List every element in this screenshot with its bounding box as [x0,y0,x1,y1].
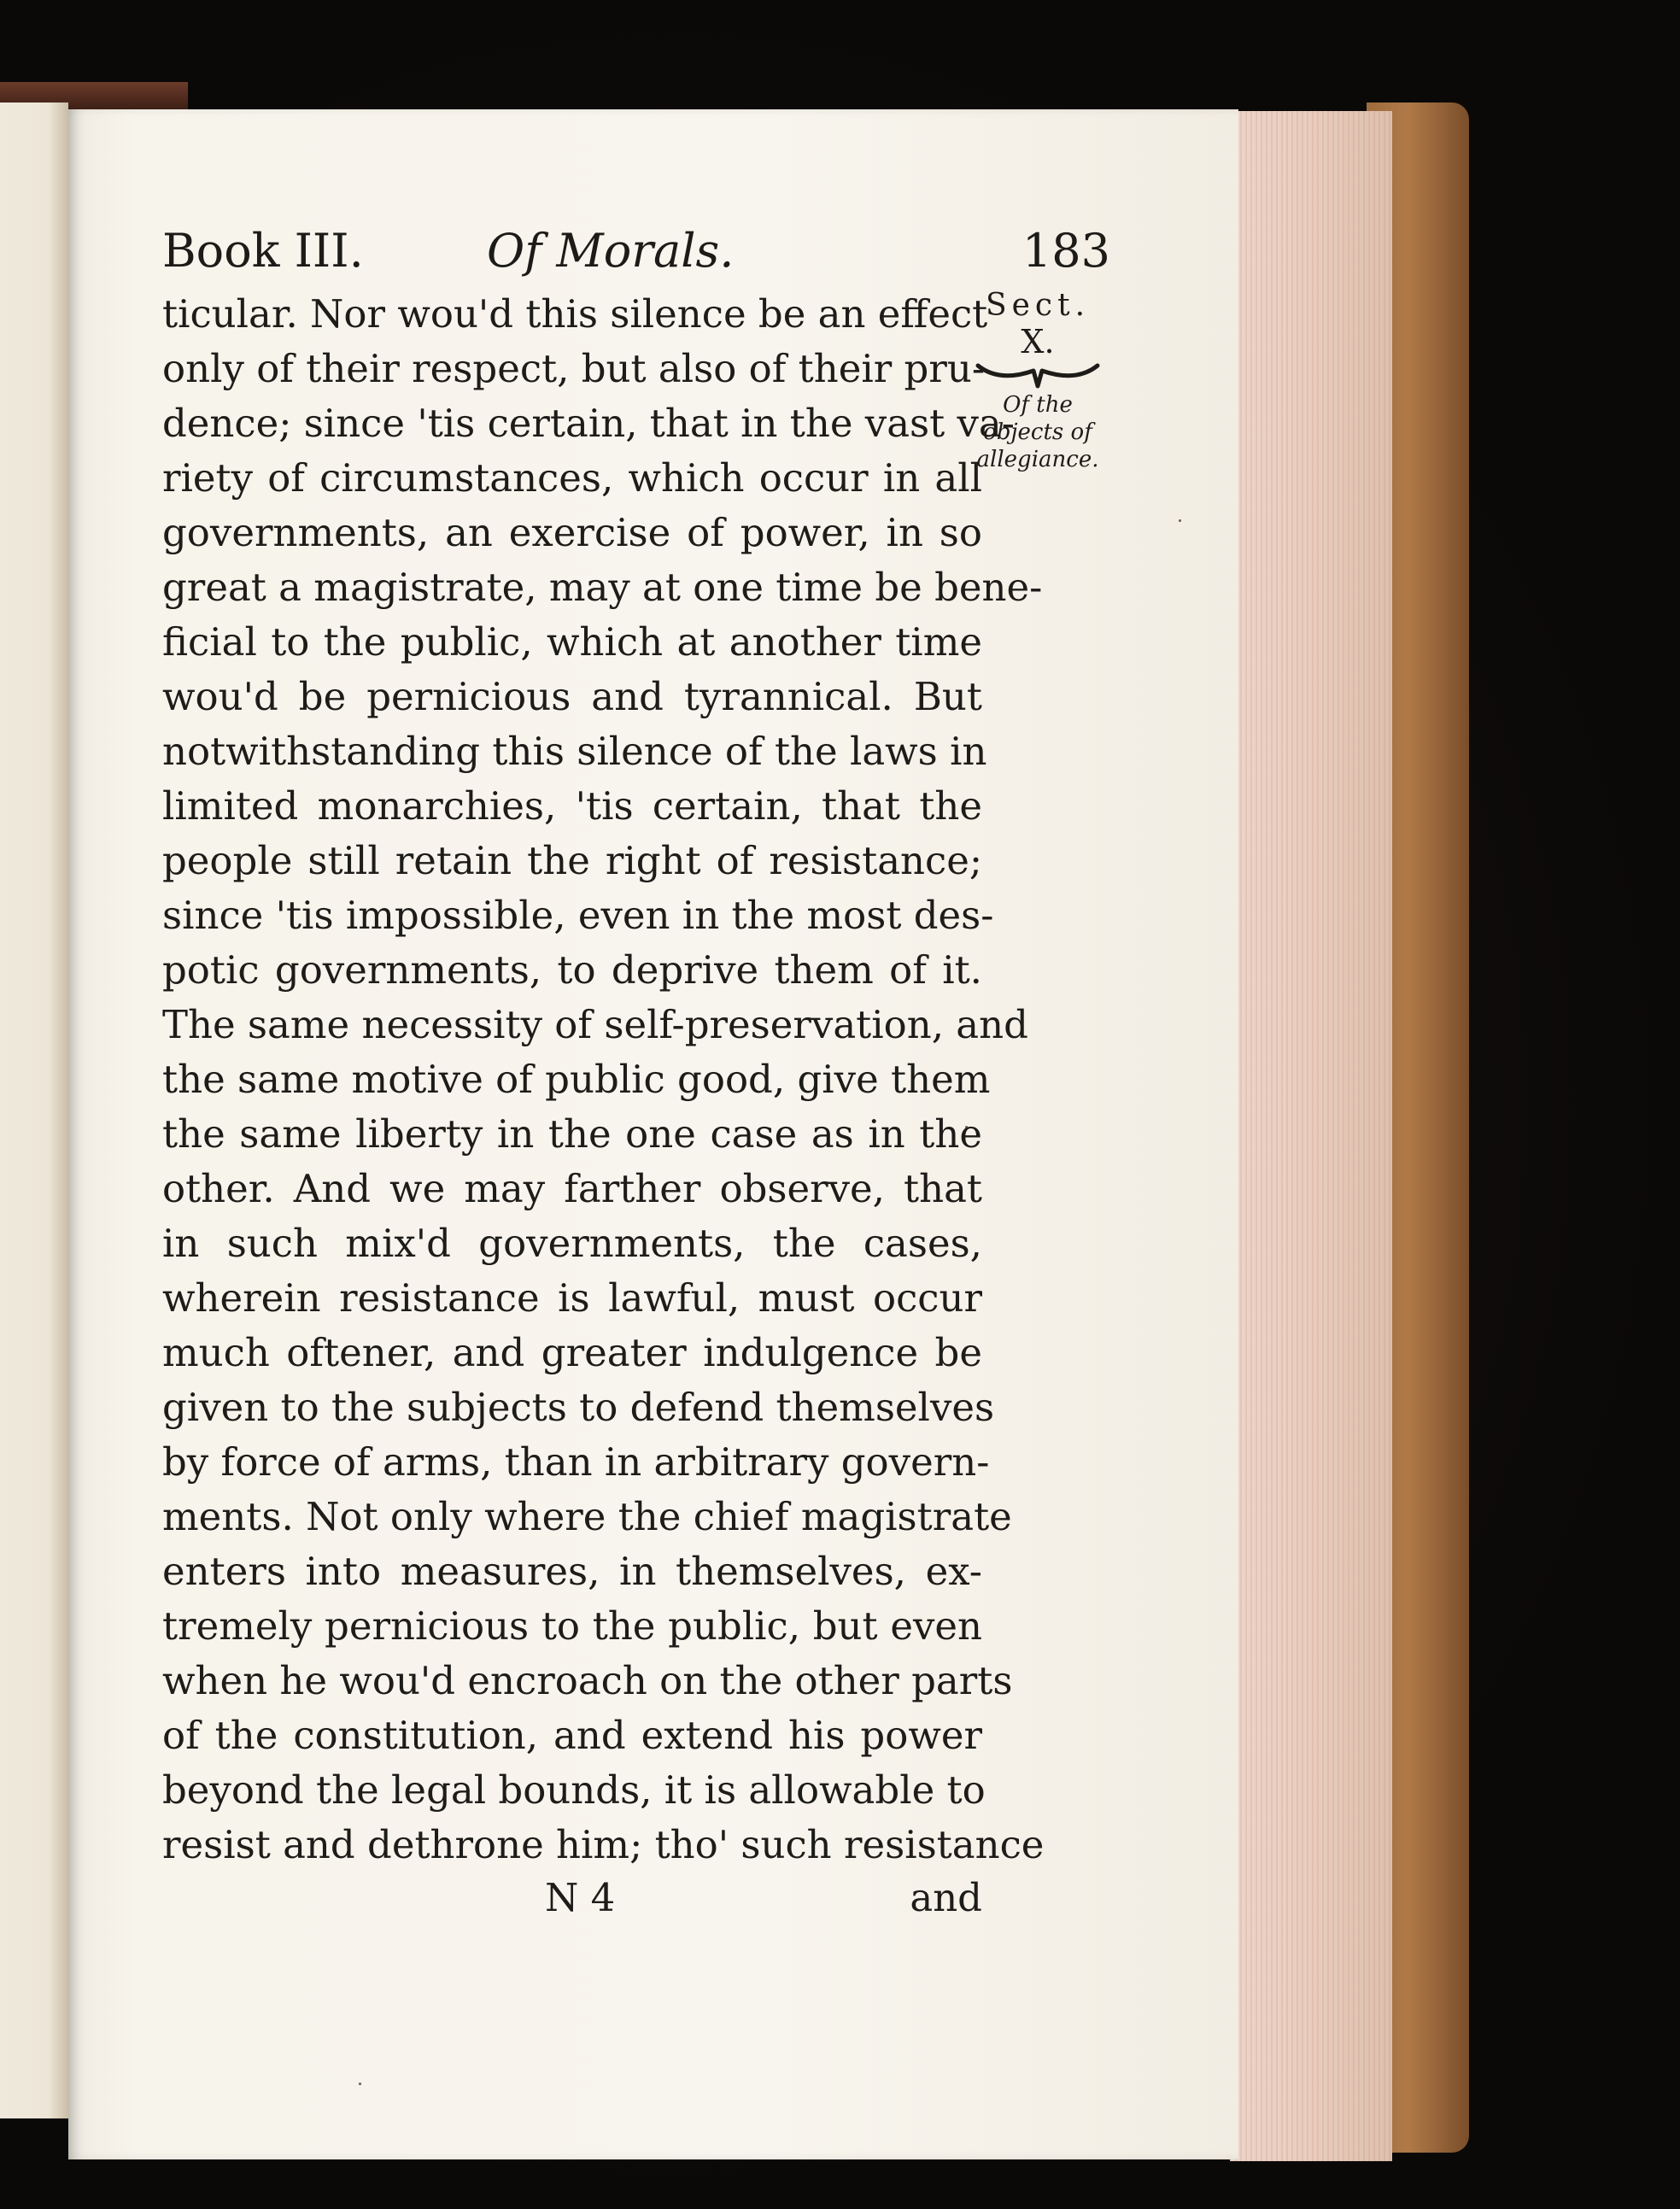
text-line: governments, an exercise of power, in so [162,510,982,555]
text-line: wou'd be pernicious and tyrannical. But [162,674,982,719]
text-line: of the constitution, and extend his power [162,1713,982,1758]
left-page-sliver [0,103,68,2118]
catchword: and [910,1875,982,1920]
text-line: resist and dethrone him; tho' such resistance [162,1822,1045,1867]
margin-topic-line: objects of [983,419,1092,445]
text-line: since 'tis impossible, even in the most des- [162,893,994,938]
text-line: limited monarchies, 'tis certain, that the [162,783,982,829]
text-line: wherein resistance is lawful, must occur [162,1275,982,1321]
text-line: riety of circumstances, which occur in all [162,455,982,501]
text-line: ficial to the public, which at another time [162,619,982,665]
section-label: Sect. [985,288,1091,323]
text-line: when he wou'd encroach on the other parts [162,1658,1013,1703]
paper-speck [359,2083,361,2085]
running-head [162,224,1110,292]
text-line: ments. Not only where the chief magistrate [162,1494,1012,1539]
text-line: great a magistrate, may at one time be bene- [162,565,1043,610]
paper-speck [1179,519,1181,522]
page-number: 183 [1021,224,1110,278]
text-line: enters into measures, in themselves, ex- [162,1549,982,1594]
text-line: the same motive of public good, give them [162,1057,991,1102]
text-line: other. And we may farther observe, that [162,1166,982,1211]
text-line: given to the subjects to defend themselves [162,1385,995,1430]
text-line: The same necessity of self-preservation, and [162,1002,1028,1047]
text-line: tremely pernicious to the public, but even [162,1603,982,1649]
running-title: Of Morals. [487,224,735,278]
text-line: much oftener, and greater indulgence be [162,1330,982,1375]
text-line: only of their respect, but also of their pru- [162,346,986,391]
text-line: potic governments, to deprive them of it. [162,947,982,993]
section-number: X. [1021,323,1055,360]
margin-topic-line: allegiance. [976,447,1099,472]
text-line: people still retain the right of resistance; [162,838,982,883]
text-line: by force of arms, than in arbitrary govern- [162,1439,990,1485]
book-number: Book III. [162,224,364,278]
page-footer [162,1871,982,1925]
text-line: in such mix'd governments, the cases, [162,1221,982,1266]
page-block-edge [1230,111,1392,2161]
signature-mark: N 4 [545,1875,616,1920]
text-line: beyond the legal bounds, it is allowable to [162,1767,986,1813]
text-line: the same liberty in the one case as in the [162,1111,982,1157]
brace-ornament-icon [974,359,1102,390]
text-line: dence; since 'tis certain, that in the vast va- [162,401,1015,446]
text-line: ticular. Nor wou'd this silence be an effect [162,291,988,337]
text-line: notwithstanding this silence of the laws in [162,729,987,774]
margin-topic-line: Of the [1003,392,1073,418]
